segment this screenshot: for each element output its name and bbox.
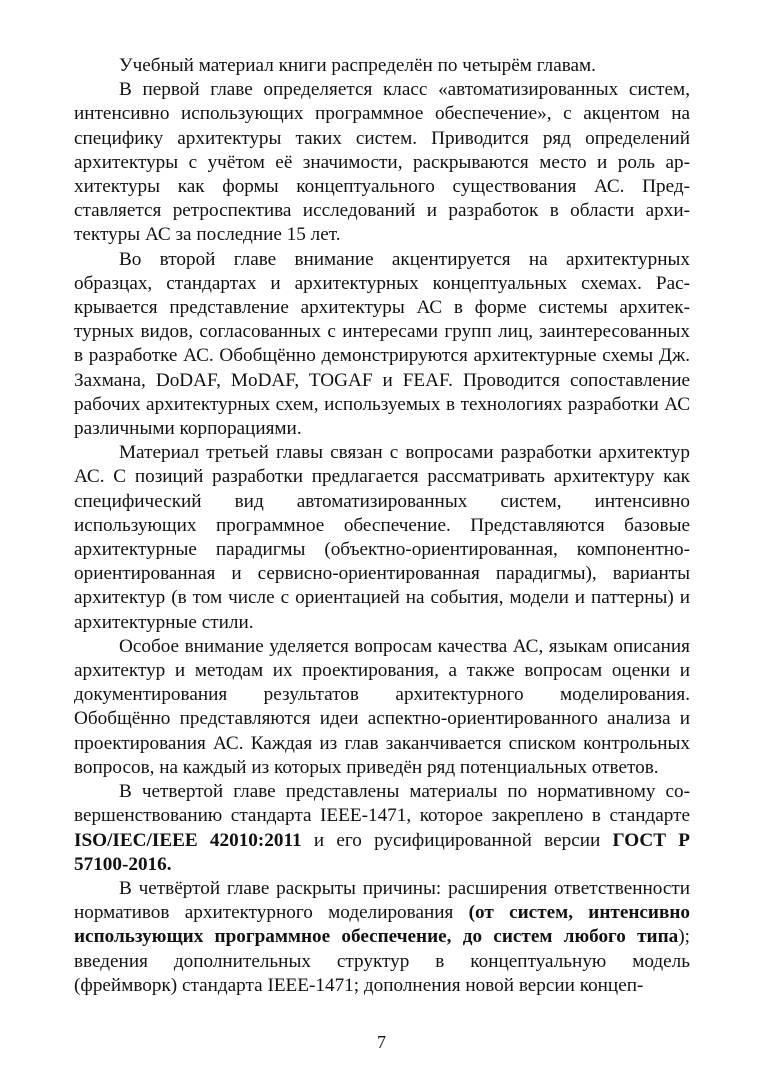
- paragraph-6: [74, 780, 690, 877]
- paragraph-7: [74, 877, 690, 998]
- paragraph-1: [74, 54, 690, 78]
- paragraph-4-text: Материал третьей главы связан с вопросами разработки архитектур АС. С позиций разработки предлагается рассматривать архитектуру как специфический вид автоматизированных систем, интенсивно использующих программное обеспечение. Представляются базовые архитектурные парадигмы (объектно-ориентированная, компонентно-ориентированная и сервисно-ориентированная парадигмы), варианты архитектур (в том числе с ориентацией на события, модели и паттерны) и архитектурные стили.: [74, 442, 690, 633]
- paragraph-6-text-middle: и его русифицированной версии: [301, 829, 613, 851]
- paragraph-3: [74, 248, 690, 442]
- paragraph-2-text: В первой главе определяется класс «автоматизированных систем, интенсивно использующих программное обеспечение», с акцентом на специфику архитектуры таких систем. Приводится ряд определений архитектуры с учётом её значимости, раскрываются место и роль архитектуры как формы концептуального существования АС. Представляется ретроспектива исследований и разработок в области архитектуры АС за последние 15 лет.: [74, 79, 690, 246]
- paragraph-2: [74, 78, 690, 247]
- paragraph-5: [74, 635, 690, 780]
- page-number: 7: [377, 1032, 386, 1052]
- standard-gost-reference: ГОСТ Р 57100-2016.: [74, 829, 690, 875]
- document-page: [74, 54, 690, 998]
- paragraph-7-text: В четвёртой главе раскрыты причины: расширения ответственности нормативов архитектурного моделирования: [74, 877, 690, 924]
- paragraph-7-emphasis: (от систем, интенсивно использующих программное обеспечение, до систем любого типа: [74, 902, 690, 948]
- paragraph-4: [74, 441, 690, 635]
- paragraph-6-text: В четвертой главе представлены материалы по нормативному совершенствованию стандарта IEEE-1471, которое закреплено в стандарте: [74, 781, 690, 827]
- paragraph-1-text: Учебный материал книги распределён по четырём главам.: [119, 55, 596, 76]
- paragraph-5-text: Особое внимание уделяется вопросам качества АС, языкам описания архитектур и методам их проектирования, а также вопросам оценки и документирования результатов архитектурного моделирования. Обобщённо представляются идеи аспектно-ориентированного анализа и проектирования АС. Каждая из глав заканчивается списком контрольных вопросов, на каждый из которых приведён ряд потенциальных ответов.: [74, 635, 690, 778]
- paragraph-3-text: Во второй главе внимание акцентируется на архитектурных образцах, стандартах и архитектурных концептуальных схемах. Раскрывается представление архитектуры АС в форме системы архитектурных видов, согласованных с интересами групп лиц, заинтересованных в разработке АС. Обобщённо демонстрируются архитектурные схемы Дж. Захмана, DoDAF, MoDAF, TOGAF и FEAF. Проводится сопоставление рабочих архитектурных схем, используемых в технологиях разработки АС различными корпорациями.: [74, 248, 690, 440]
- standard-iso-reference: ISO/IEC/IEEE 42010:2011: [74, 829, 302, 851]
- paragraph-7-text-end: ); введения дополнительных структур в концептуальную модель (фреймворк) стандарта IEEE-1471; дополнения новой версии концеп-: [74, 926, 690, 996]
